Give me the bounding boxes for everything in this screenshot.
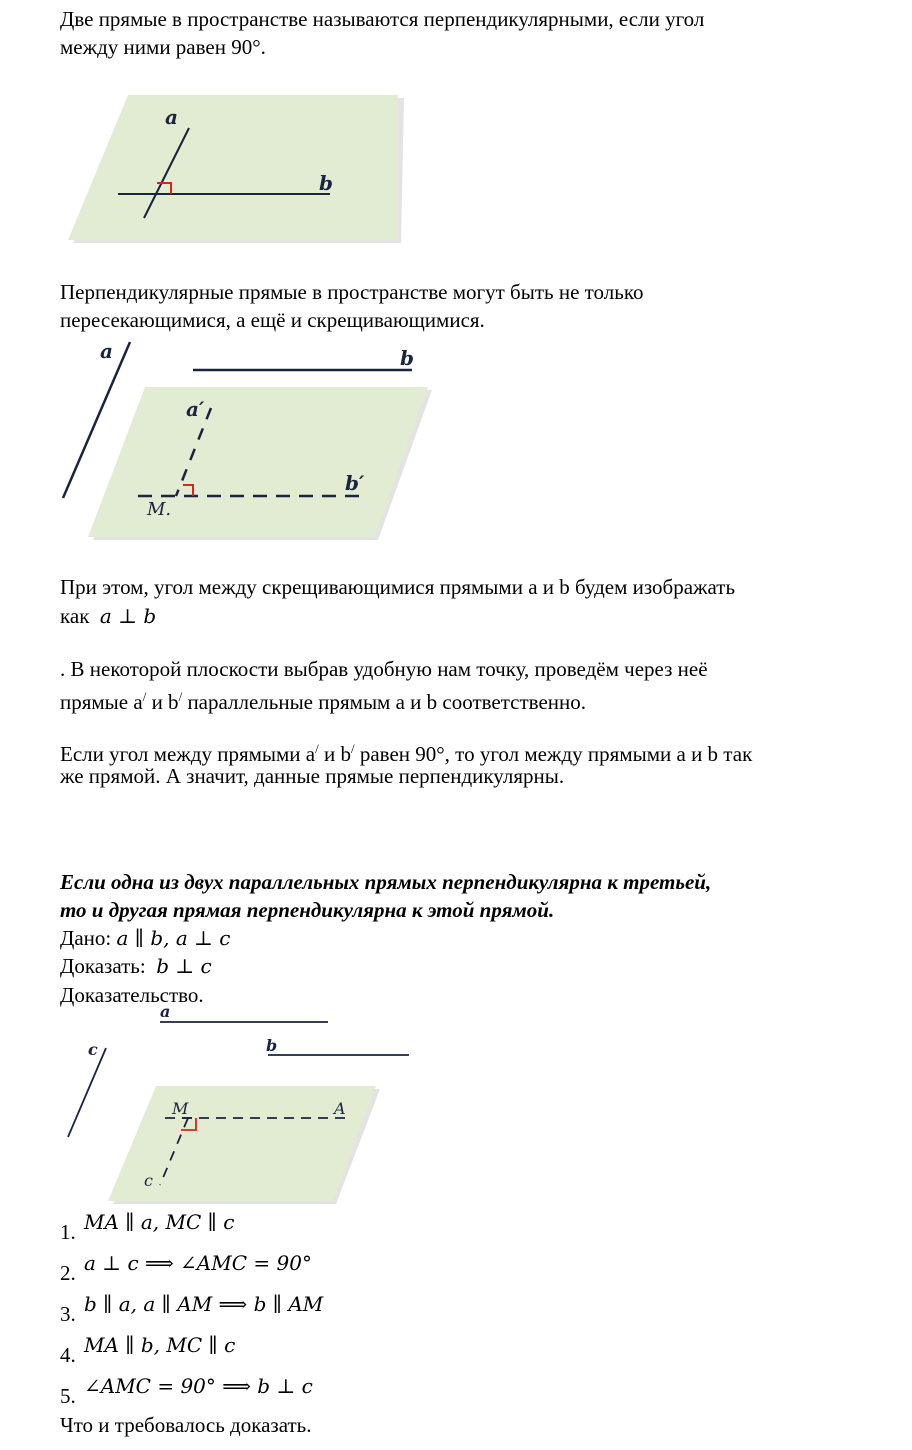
conclusion-text-b: и b (323, 742, 351, 766)
label-m: M. (147, 499, 172, 520)
qed: Что и требовалось доказать. (60, 1413, 312, 1437)
step-number: 2. (60, 1261, 76, 1285)
prove-formula: b ⊥ c (156, 954, 212, 978)
label-a: a (100, 339, 113, 363)
given-label: Дано: (60, 926, 112, 950)
skew-line-1: Перпендикулярные прямые в пространстве могут быть не только (60, 280, 644, 304)
prime-mark: / (142, 689, 147, 704)
definition-line-1: Две прямые в пространстве называются перпендикулярными, если угол (60, 7, 705, 31)
label-m: M (172, 1099, 189, 1118)
label-a: a (160, 1002, 171, 1021)
construction-text-b: и b (151, 690, 179, 714)
step-number: 5. (60, 1384, 76, 1408)
conclusion-text-c: равен 90°, то угол между прямыми a и b так (359, 742, 753, 766)
given-formula: a ∥ b, a ⊥ c (116, 926, 231, 950)
plane (88, 387, 428, 537)
construction-text-c: параллельные прямым a и b соответственно. (187, 690, 587, 714)
line-c (68, 1048, 106, 1137)
label-b-prime: b′ (345, 471, 365, 495)
label-a: a (165, 105, 178, 129)
label-c: c (88, 1040, 98, 1059)
plane (68, 95, 398, 240)
prime-mark: / (350, 741, 355, 756)
figure-proof (0, 1000, 912, 1210)
theorem-line-1: Если одна из двух параллельных прямых перпендикулярна к третьей, (60, 870, 712, 894)
label-c-prime: c (144, 1171, 153, 1190)
step-expression: ∠AMC = 90° ⟹ b ⊥ c (84, 1374, 313, 1398)
proof-label: Доказательство. (60, 983, 204, 1007)
label-b: b (400, 346, 414, 370)
prove-line (60, 952, 212, 980)
step-expression: MA ∥ a, MC ∥ c (84, 1210, 235, 1234)
construction-line-2 (60, 683, 586, 716)
prime-mark: / (315, 741, 319, 756)
figure-skew-lines (0, 330, 912, 550)
label-b: b (266, 1036, 278, 1055)
label-A: A (334, 1099, 346, 1118)
notation-line-2 (60, 602, 156, 630)
prove-label: Доказать: (60, 954, 146, 978)
notation-line-1: При этом, угол между скрещивающимися прямыми a и b будем изображать (60, 575, 736, 599)
step-number: 1. (60, 1220, 76, 1244)
step-expression: b ∥ a, a ∥ AM ⟹ b ∥ AM (84, 1292, 324, 1316)
step-number: 4. (60, 1343, 76, 1367)
theorem-line-2: то и другая прямая перпендикулярна к этой прямой. (60, 898, 555, 922)
skew-line-2: пересекающимися, а ещё и скрещивающимися. (60, 308, 485, 332)
figure-intersecting-lines (0, 0, 912, 260)
label-a-prime: a′ (186, 397, 205, 421)
conclusion-text-a: Если угол между прямыми a (60, 742, 316, 766)
label-b: b (319, 171, 333, 195)
notation-prefix: как (60, 604, 90, 628)
step-number: 3. (60, 1302, 76, 1326)
step-expression: MA ∥ b, MC ∥ c (84, 1333, 236, 1357)
conclusion-line-2: же прямой. А значит, данные прямые перпендикулярны. (60, 764, 565, 788)
step-expression: a ⊥ c ⟹ ∠AMC = 90° (84, 1251, 312, 1275)
prime-mark: / (178, 689, 183, 704)
construction-text-a: прямые a (60, 690, 143, 714)
given-line (60, 924, 231, 952)
definition-line-2: между ними равен 90°. (60, 35, 266, 59)
construction-line-1: . В некоторой плоскости выбрав удобную нам точку, проведём через неё (60, 657, 708, 681)
notation-formula: a ⊥ b (99, 604, 157, 628)
